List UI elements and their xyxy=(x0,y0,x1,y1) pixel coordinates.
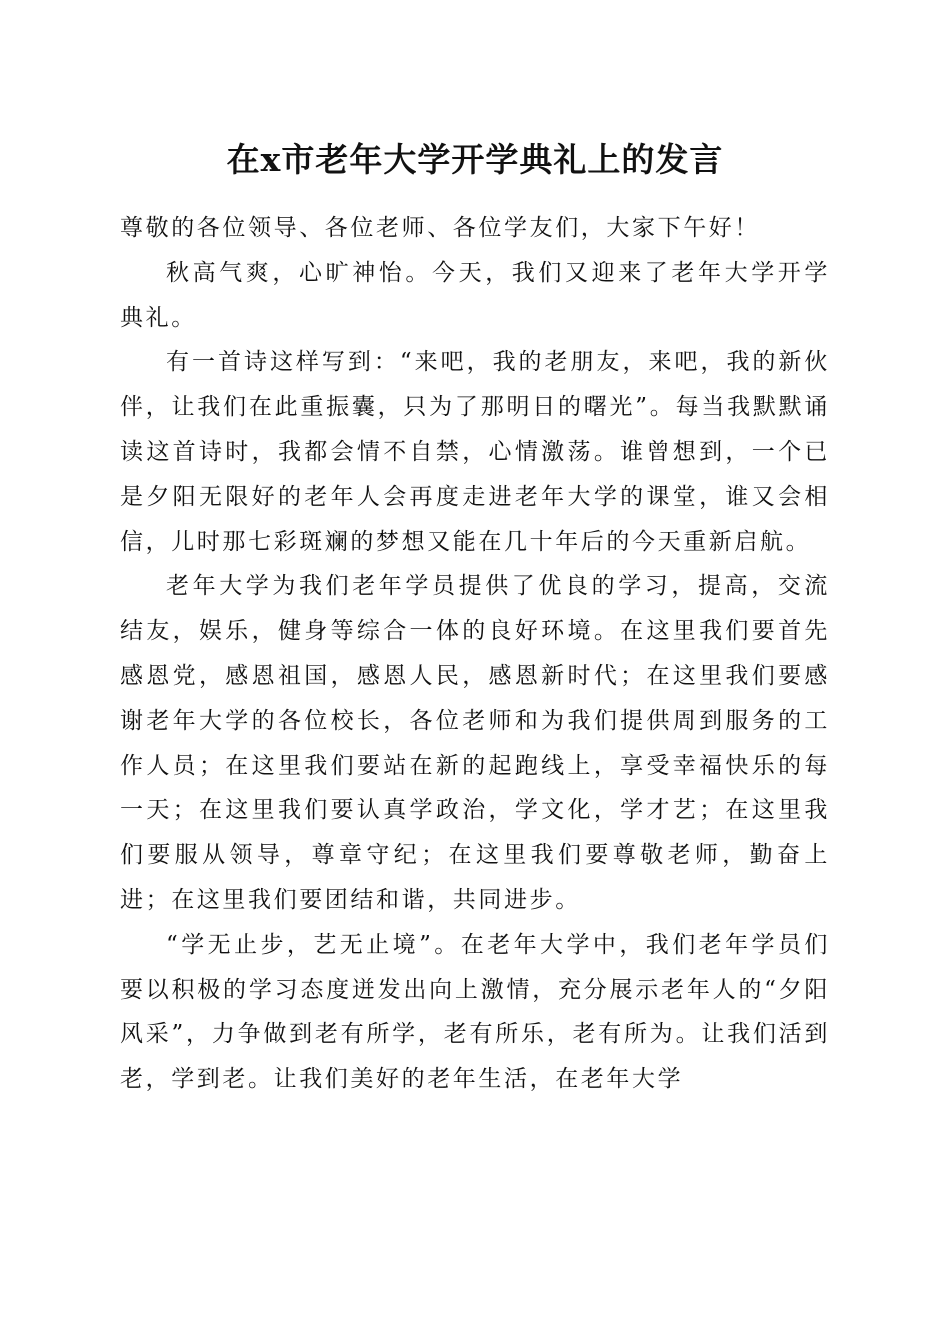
paragraph-gratitude: 老年大学为我们老年学员提供了优良的学习，提高，交流结友，娱乐，健身等综合一体的良好环境。在这里我们要首先感恩党，感恩祖国，感恩人民，感恩新时代；在这里我们要感谢老年大学的各位校长，各位老师和为我们提供周到服务的工作人员；在这里我们要站在新的起跑线上，享受幸福快乐的每一天；在这里我们要认真学政治，学文化，学才艺；在这里我们要服从领导，尊章守纪；在这里我们要尊敬老师，勤奋上进；在这里我们要团结和谐，共同进步。 xyxy=(120,573,830,913)
paragraph-opening: 秋高气爽，心旷神怡。今天，我们又迎来了老年大学开学典礼。 xyxy=(120,259,830,331)
document-body xyxy=(120,206,830,1102)
salutation: 尊敬的各位领导、各位老师、各位学友们，大家下午好！ xyxy=(120,215,760,241)
document-title: 在x市老年大学开学典礼上的发言 xyxy=(226,140,724,179)
paragraph-learning: “学无止步，艺无止境”。在老年大学中，我们老年学员们要以积极的学习态度迸发出向上激情，充分展示老年人的“夕阳风采”，力争做到老有所学，老有所乐，老有所为。让我们活到老，学到老。让我们美好的老年生活，在老年大学 xyxy=(120,931,830,1093)
paragraph-poem: 有一首诗这样写到：“来吧，我的老朋友，来吧，我的新伙伴，让我们在此重振囊，只为了那明日的曙光”。每当我默默诵读这首诗时，我都会情不自禁，心情激荡。谁曾想到，一个已是夕阳无限好的老年人会再度走进老年大学的课堂，谁又会相信，儿时那七彩斑斓的梦想又能在几十年后的今天重新启航。 xyxy=(120,349,830,555)
